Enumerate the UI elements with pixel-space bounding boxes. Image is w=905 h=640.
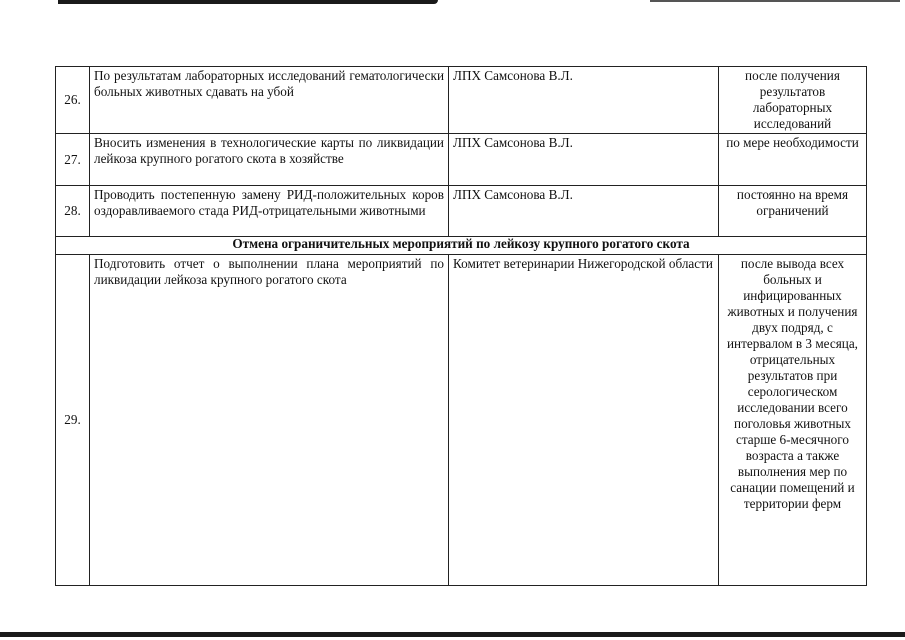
row-responsible: ЛПХ Самсонова В.Л.	[449, 134, 719, 186]
section-header-row	[56, 237, 867, 255]
row-responsible: ЛПХ Самсонова В.Л.	[449, 67, 719, 134]
row-deadline: постоянно на время ограничений	[719, 186, 867, 237]
table-row	[56, 134, 867, 186]
measures-table	[55, 66, 867, 586]
row-number: 26.	[56, 67, 90, 134]
row-deadline: после вывода всех больных и инфицированных животных и получения двух подряд, с интервалом в 3 месяца, отрицательных результатов при серологическом исследовании всего поголовья животных старше 6-месячного возраста а также выполнения мер по санации помещений и территории ферм	[719, 255, 867, 586]
row-action: Вносить изменения в технологические карты по ликвидации лейкоза крупного рогатого скота в хозяйстве	[90, 134, 449, 186]
scan-artifact-top-left	[58, 0, 438, 4]
scan-artifact-top-right	[650, 0, 900, 2]
table-row	[56, 186, 867, 237]
scan-artifact-bottom	[0, 632, 905, 637]
section-header: Отмена ограничительных мероприятий по лейкозу крупного рогатого скота	[56, 237, 867, 255]
row-number: 28.	[56, 186, 90, 237]
row-number: 27.	[56, 134, 90, 186]
row-deadline: по мере необходимости	[719, 134, 867, 186]
table-row	[56, 67, 867, 134]
table-row	[56, 255, 867, 586]
row-action: По результатам лабораторных исследований гематологически больных животных сдавать на убой	[90, 67, 449, 134]
row-action: Проводить постепенную замену РИД-положительных коров оздоравливаемого стада РИД-отрицательными животными	[90, 186, 449, 237]
row-action: Подготовить отчет о выполнении плана мероприятий по ликвидации лейкоза крупного рогатого скота	[90, 255, 449, 586]
row-deadline: после получения результатов лабораторных исследований	[719, 67, 867, 134]
row-responsible: ЛПХ Самсонова В.Л.	[449, 186, 719, 237]
row-number: 29.	[56, 255, 90, 586]
row-responsible: Комитет ветеринарии Нижегородской области	[449, 255, 719, 586]
